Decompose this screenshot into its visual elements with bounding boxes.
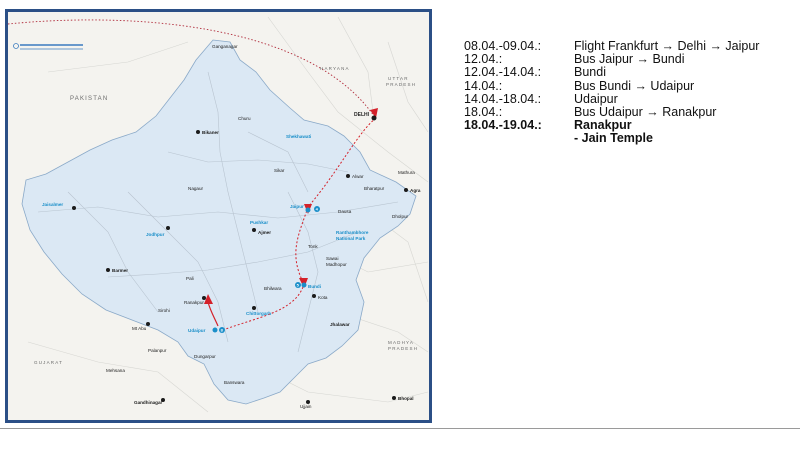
label-ganganagar: Ganganagar xyxy=(212,44,238,49)
mt-abu-marker xyxy=(146,322,150,326)
label-nagaur: Nagaur xyxy=(188,186,204,191)
label-churu: Churu xyxy=(238,116,251,121)
label-agra: Agra xyxy=(410,188,421,193)
label-shekhawati: Shekhawati xyxy=(286,134,312,139)
udaipur-marker xyxy=(213,328,218,333)
label-bhopal: Bhopal xyxy=(398,396,414,401)
jodhpur-marker xyxy=(166,226,170,230)
label-barmer: Barmer xyxy=(112,268,129,273)
label-mathura: Mathura xyxy=(398,170,415,175)
itinerary-text: Bus Jaipur → Bundi xyxy=(574,52,685,67)
itinerary-text: Udaipur xyxy=(574,91,618,106)
delhi-marker xyxy=(372,116,377,121)
udaipur-number-badge: 8 xyxy=(220,327,223,333)
label-uttar-pradesh: PRADESH xyxy=(386,82,417,87)
alwar-marker xyxy=(346,174,350,178)
itinerary-date: 14.04.: xyxy=(464,78,503,93)
kota-marker xyxy=(312,294,316,298)
itinerary-text: Bus Bundi → Udaipur xyxy=(574,78,695,93)
itinerary-list xyxy=(464,40,794,146)
agra-marker xyxy=(404,188,408,192)
label-palanpur: Palanpur xyxy=(148,348,167,353)
bundi-marker xyxy=(302,283,307,288)
label-pakistan: PAKISTAN xyxy=(70,96,109,102)
label-sikar: Sikar xyxy=(274,168,285,173)
itinerary-date: 12.04.: xyxy=(464,52,503,67)
label-bikaner: Bikaner xyxy=(202,130,219,135)
label-mehsana: Mehsana xyxy=(106,368,125,373)
itinerary-date: 08.04.-09.04.: xyxy=(464,39,542,53)
label-dholpur: Dholpur xyxy=(392,214,409,219)
label-ranthambhore: Ranthambhore xyxy=(336,230,369,235)
label-chittorgarh: Chittorgarh xyxy=(246,311,272,316)
rajasthan-route-map xyxy=(5,9,432,423)
label-gujarat: GUJARAT xyxy=(34,360,64,365)
itinerary-text: - Jain Temple xyxy=(574,131,653,146)
label-madhya-pradesh: PRADESH xyxy=(388,346,419,351)
label-jaisalmer: Jaisalmer xyxy=(42,202,64,207)
itinerary-date: 14.04.-18.04.: xyxy=(464,91,542,106)
label-jodhpur: Jodhpur xyxy=(146,232,165,237)
ajmer-marker xyxy=(252,228,256,232)
label-tonk: Tonk xyxy=(308,244,318,249)
jaipur-number-badge: 4 xyxy=(315,206,318,212)
label-delhi: DELHI xyxy=(354,112,369,118)
itinerary-row-sub xyxy=(464,132,794,145)
label-ranthambhore-park: National Park xyxy=(336,236,366,241)
label-jaipur: Jaipur xyxy=(290,204,304,209)
label-bundi: Bundi xyxy=(308,284,322,289)
itinerary-row xyxy=(464,80,794,93)
label-pushkar: Pushkar xyxy=(250,220,269,225)
label-sawai: Sawai xyxy=(326,256,339,261)
label-dausa: Dausa xyxy=(338,209,352,214)
label-bhilwara: Bhilwara xyxy=(264,286,282,291)
map-svg xyxy=(8,12,429,420)
label-madhya: MADHYA xyxy=(388,340,415,345)
label-pali: Pali xyxy=(186,276,194,281)
bhopal-marker xyxy=(392,396,396,400)
itinerary-row xyxy=(464,66,794,79)
bikaner-marker xyxy=(196,130,200,134)
jaisalmer-marker xyxy=(72,206,76,210)
jaipur-marker xyxy=(306,208,311,213)
itinerary-date: 18.04.: xyxy=(464,105,503,120)
bottom-divider xyxy=(0,428,800,429)
label-alwar: Alwar xyxy=(352,174,364,179)
label-banswara: Banswara xyxy=(224,380,245,385)
label-ranakpur: Ranakpur xyxy=(184,300,204,305)
label-uttar: UTTAR xyxy=(388,76,409,81)
itinerary-date: 18.04.-19.04.: xyxy=(464,118,542,133)
label-bharatpur: Bharatpur xyxy=(364,186,385,191)
label-haryana: HARYANA xyxy=(320,66,350,71)
label-madhopur: Madhopur xyxy=(326,262,347,267)
itinerary-date xyxy=(464,132,574,145)
label-ajmer: Ajmer xyxy=(258,230,272,235)
itinerary-text: Flight Frankfurt → Delhi → Jaipur xyxy=(574,39,760,53)
label-gandhinagar: Gandhinagar xyxy=(134,400,163,405)
label-kota: Kota xyxy=(318,295,328,300)
label-mt-abu: Mt Abu xyxy=(132,326,147,331)
bundi-number-badge: 5 xyxy=(296,282,299,288)
label-ujjain: Ujjain xyxy=(300,404,312,409)
label-sirohi: Sirohi xyxy=(158,308,170,313)
itinerary-date: 12.04.-14.04.: xyxy=(464,65,542,80)
label-jhalawar: Jhalawar xyxy=(330,322,350,327)
itinerary-text: Ranakpur xyxy=(574,118,632,133)
barmer-marker xyxy=(106,268,110,272)
itinerary-text: Bus Udaipur → Ranakpur xyxy=(574,105,717,120)
label-dungarpur: Dungarpur xyxy=(194,354,216,359)
label-udaipur: Udaipur xyxy=(188,328,206,333)
chittorgarh-marker xyxy=(252,306,256,310)
itinerary-text: Bundi xyxy=(574,65,606,80)
